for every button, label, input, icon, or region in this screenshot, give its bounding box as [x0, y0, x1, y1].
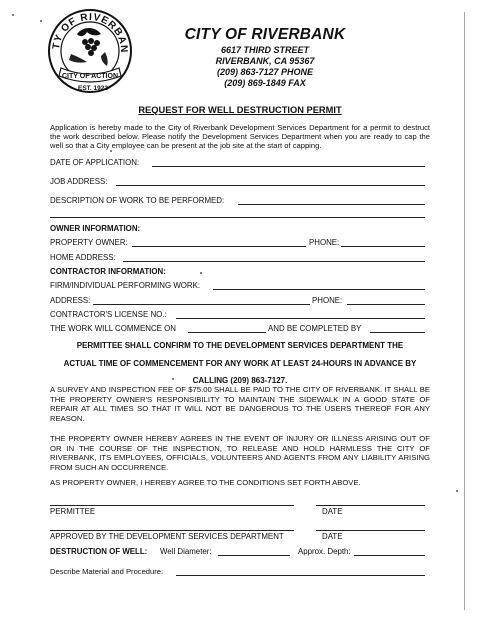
hold-harmless-paragraph: THE PROPERTY OWNER HEREBY AGREES IN THE EVENT OF INJURY OR ILLNESS ARISING OUT OF OR IN THE COURSE OF THE INSPECTION, TO RELEASE AND HOLD HARMLESS THE CITY OF RIVERBANK, ITS EMPLOYEES, OFFICIALS, VOLUNTEERS AND AGENTS FROM ANY LIABILITY ARISING FROM SUCH AN OCCURRENCE. — [50, 434, 430, 472]
confirm-line-1: PERMITTEE SHALL CONFIRM TO THE DEVELOPMENT SERVICES DEPARTMENT THE — [76, 341, 404, 350]
contractor-phone-field[interactable] — [347, 304, 425, 305]
destruction-heading: DESTRUCTION OF WELL: — [50, 547, 148, 556]
approval-date-field[interactable] — [316, 530, 425, 531]
home-address-field[interactable] — [123, 261, 425, 262]
svg-text:CITY OF ACTION: CITY OF ACTION — [62, 73, 118, 80]
city-seal-logo — [47, 8, 133, 94]
describe-material-label: Describe Material and Procedure: — [50, 567, 164, 576]
description-field-line2[interactable] — [50, 217, 425, 218]
approval-date-label: DATE — [322, 532, 343, 541]
svg-text:EST. 1922: EST. 1922 — [78, 85, 108, 92]
contractor-address-field[interactable] — [93, 304, 310, 305]
owner-info-heading: OWNER INFORMATION: — [50, 224, 141, 233]
scan-speck — [456, 490, 458, 492]
commence-date-field[interactable] — [188, 332, 266, 333]
agree-conditions-text: AS PROPERTY OWNER, I HEREBY AGREE TO THE CONDITIONS SET FORTH ABOVE. — [50, 478, 361, 487]
confirm-line-2: ACTUAL TIME OF COMMENCEMENT FOR ANY WORK AT LEAST 24-HOURS IN ADVANCE BY — [63, 358, 417, 368]
confirm-line-3: CALLING (209) 863-7127. — [192, 376, 288, 385]
date-of-application-label: DATE OF APPLICATION: — [50, 158, 140, 167]
contractor-info-heading: CONTRACTOR INFORMATION: — [50, 267, 166, 276]
description-field[interactable] — [238, 204, 425, 205]
scan-speck — [200, 272, 202, 274]
license-label: CONTRACTOR'S LICENSE NO.: — [50, 310, 167, 319]
firm-label: FIRM/INDIVIDUAL PERFORMING WORK: — [50, 281, 201, 290]
job-address-field[interactable] — [116, 185, 425, 186]
permittee-label: PERMITTEE — [50, 507, 96, 516]
description-label: DESCRIPTION OF WORK TO BE PERFORMED: — [50, 196, 225, 205]
fax-number: (209) 869-1849 FAX — [224, 78, 306, 88]
describe-material-field[interactable] — [176, 575, 425, 576]
approval-signature-field[interactable] — [50, 530, 294, 531]
scan-speck — [12, 14, 14, 16]
approx-depth-field[interactable] — [354, 555, 425, 556]
intro-paragraph: Application is hereby made to the City of Riverbank Development Services Department for a permit to destruct the work described below. Please notify the Development Services Department when you are ready to cap the well so that a City employee can be present at the job site at the start of capping. — [50, 123, 430, 151]
commence-label: THE WORK WILL COMMENCE ON — [50, 324, 176, 333]
home-address-label: HOME ADDRESS: — [50, 253, 116, 262]
approx-depth-label: Approx. Depth: — [298, 547, 351, 556]
completed-label: AND BE COMPLETED BY — [268, 324, 362, 333]
completed-date-field[interactable] — [370, 332, 425, 333]
phone-number: (209) 863-7127 PHONE — [216, 67, 314, 77]
license-field[interactable] — [176, 318, 425, 319]
confirm-notice — [50, 337, 430, 390]
well-diameter-field[interactable] — [218, 555, 290, 556]
permittee-date-label: DATE — [322, 507, 343, 516]
owner-phone-field[interactable] — [341, 246, 425, 247]
contractor-phone-label: PHONE: — [312, 296, 343, 305]
scan-speck — [110, 150, 112, 152]
firm-field[interactable] — [213, 289, 425, 290]
survey-fee-paragraph: A SURVEY AND INSPECTION FEE OF $75.00 SHALL BE PAID TO THE CITY OF RIVERBANK. IT SHALL BE THE PROPERTY OWNER'S RESPONSIBILITY TO MAINTAIN THE SIDEWALK IN A GOOD STATE OF REPAIR AT ALL TIMES SO THAT IT WILL NOT BE DANGEROUS TO THE USERS THEREOF FOR ANY REASON. — [50, 385, 430, 423]
approved-by-label: APPROVED BY THE DEVELOPMENT SERVICES DEPARTMENT — [50, 532, 284, 541]
contractor-address-label: ADDRESS: — [50, 296, 91, 305]
street-address: 6617 THIRD STREET — [220, 45, 310, 55]
owner-phone-label: PHONE: — [309, 238, 340, 247]
job-address-label: JOB ADDRESS: — [50, 177, 108, 186]
date-of-application-field[interactable] — [152, 166, 425, 167]
scan-speck — [40, 20, 42, 22]
permittee-signature-field[interactable] — [50, 505, 294, 506]
form-title: REQUEST FOR WELL DESTRUCTION PERMIT — [138, 105, 342, 115]
property-owner-field[interactable] — [132, 246, 306, 247]
property-owner-label: PROPERTY OWNER: — [50, 238, 128, 247]
scan-edge — [464, 12, 465, 610]
city-name: CITY OF RIVERBANK — [184, 26, 346, 43]
svg-text:CITY OF RIVERBANK: TY OF RIVERBAN — [50, 11, 130, 54]
city-state-zip: RIVERBANK, CA 95367 — [215, 56, 315, 66]
permittee-date-field[interactable] — [316, 505, 425, 506]
well-diameter-label: Well Diameter: — [160, 547, 212, 556]
